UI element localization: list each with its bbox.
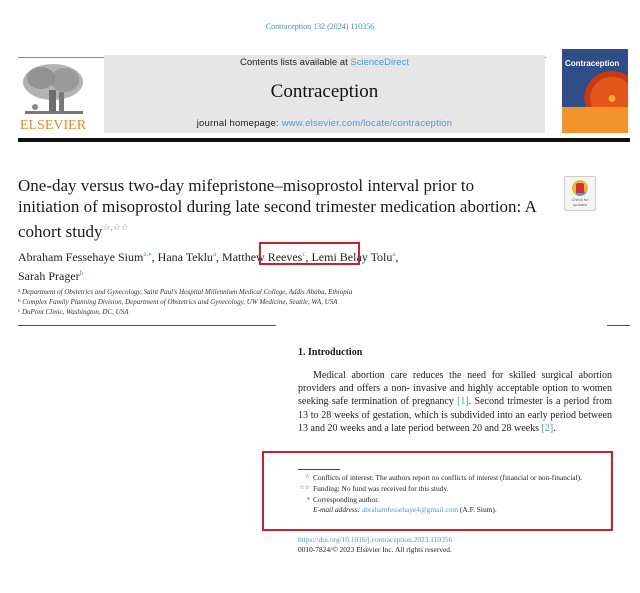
column-divider	[607, 325, 630, 326]
footnote-rule	[298, 469, 340, 470]
article-title	[18, 175, 538, 242]
author-name-highlighted[interactable]: Matthew Reeves	[222, 250, 303, 264]
copyright-notice: 0010-7824/© 2023 Elsevier Inc. All rights reserved.	[298, 545, 452, 554]
elsevier-logo[interactable]	[18, 62, 88, 134]
doi-link[interactable]: https://doi.org/10.1016/j.contraception.2023.110356	[298, 535, 453, 544]
check-for-updates-badge[interactable]	[564, 176, 596, 211]
author-name[interactable]: Hana Teklu	[157, 250, 213, 264]
affiliation-item: $^b$ Complex Family Planning Division, Department of Obstetrics and Gynecology, UW Medicine, Seattle, WA, USA	[18, 298, 338, 306]
cover-title: Contraception	[565, 59, 620, 68]
section-heading: 1. Introduction	[298, 347, 363, 358]
journal-homepage-link[interactable]: www.elsevier.com/locate/contraception	[281, 118, 453, 129]
affiliations	[18, 287, 438, 317]
elsevier-tree-icon	[21, 62, 85, 117]
contents-prefix: Contents lists available at	[240, 57, 351, 68]
journal-header-box	[104, 55, 545, 133]
author-affil-mark[interactable]: a	[392, 250, 396, 258]
author-affil-mark[interactable]: a,⁎	[143, 250, 152, 258]
cover-band	[562, 107, 628, 133]
introduction-paragraph: Medical abortion care reduces the need for skilled surgical abortion providers and offers a non- invasive and highly acceptable option to women seeking safe termination of pregnancy [1]. Second trimester is a period from 13 to 28 weeks of gestation, which is subdivided into an early period between 13 and 20 weeks and a late period between 20 and 28 weeks [2].	[298, 370, 612, 434]
email-link[interactable]: abrahamfessehaye4@gmail.com	[362, 505, 459, 514]
reference-link[interactable]: [2]	[541, 422, 554, 434]
author-affil-mark[interactable]: c	[302, 250, 306, 258]
footnotes	[298, 472, 608, 515]
author-list: Abraham Fessehaye Sium$^{a,⁎}$, Hana Teklu$^a$, Matthew Reeves$^c$, Lemi Belay Tolu$^a$, Sarah Prager$^b$	[18, 250, 399, 283]
check-updates-icon	[572, 180, 588, 196]
affiliation-item: $^a$ Department of Obstetrics and Gynecology, Saint Paul's Hospital Millennium Medical College, Addis Ababa, Ethiopia	[18, 288, 353, 296]
header-thick-rule	[18, 138, 630, 142]
affiliation-divider	[18, 325, 276, 326]
author-name[interactable]: Lemi Belay Tolu	[311, 250, 393, 264]
author-affil-mark[interactable]: a	[212, 250, 217, 258]
footnote-email: E-mail address: abrahamfessehaye4@gmail.com (A.F. Sium).	[313, 505, 497, 514]
author-name[interactable]: Sarah Prager	[18, 269, 80, 283]
sciencedirect-link[interactable]: ScienceDirect	[350, 57, 409, 68]
author-affil-mark[interactable]: b	[79, 269, 84, 277]
title-text: One-day versus two-day mifepristone–misoprostol interval prior to initiation of misoprostol during late second trimester medication abortion: A cohort study	[18, 176, 536, 241]
footnote-conflicts: ☆ Conflicts of interest: The authors report no conflicts of interest (financial or non-financial).	[304, 473, 582, 482]
reference-link[interactable]: [1]	[457, 396, 469, 408]
badge-text: Check for updates	[571, 197, 589, 207]
elsevier-wordmark: ELSEVIER	[19, 118, 87, 133]
journal-cover-image[interactable]	[562, 49, 628, 133]
homepage-line	[104, 118, 545, 129]
contents-line	[104, 57, 545, 68]
homepage-prefix: journal homepage:	[196, 118, 282, 129]
affiliation-item: $^c$ DuPont Clinic, Washington, DC, USA	[18, 308, 129, 316]
footnote-funding: ☆☆ Funding: No fund was received for this study.	[299, 484, 449, 493]
author-name[interactable]: Abraham Fessehaye Sium	[18, 250, 144, 264]
footnote-corresponding: ⁎ Corresponding author.	[307, 495, 380, 504]
journal-citation[interactable]: Contraception 132 (2024) 110356	[265, 22, 375, 31]
journal-title: Contraception	[270, 81, 379, 102]
author-highlight-box	[259, 242, 360, 265]
title-footnote-marks[interactable]: ☆,☆☆	[102, 222, 129, 232]
